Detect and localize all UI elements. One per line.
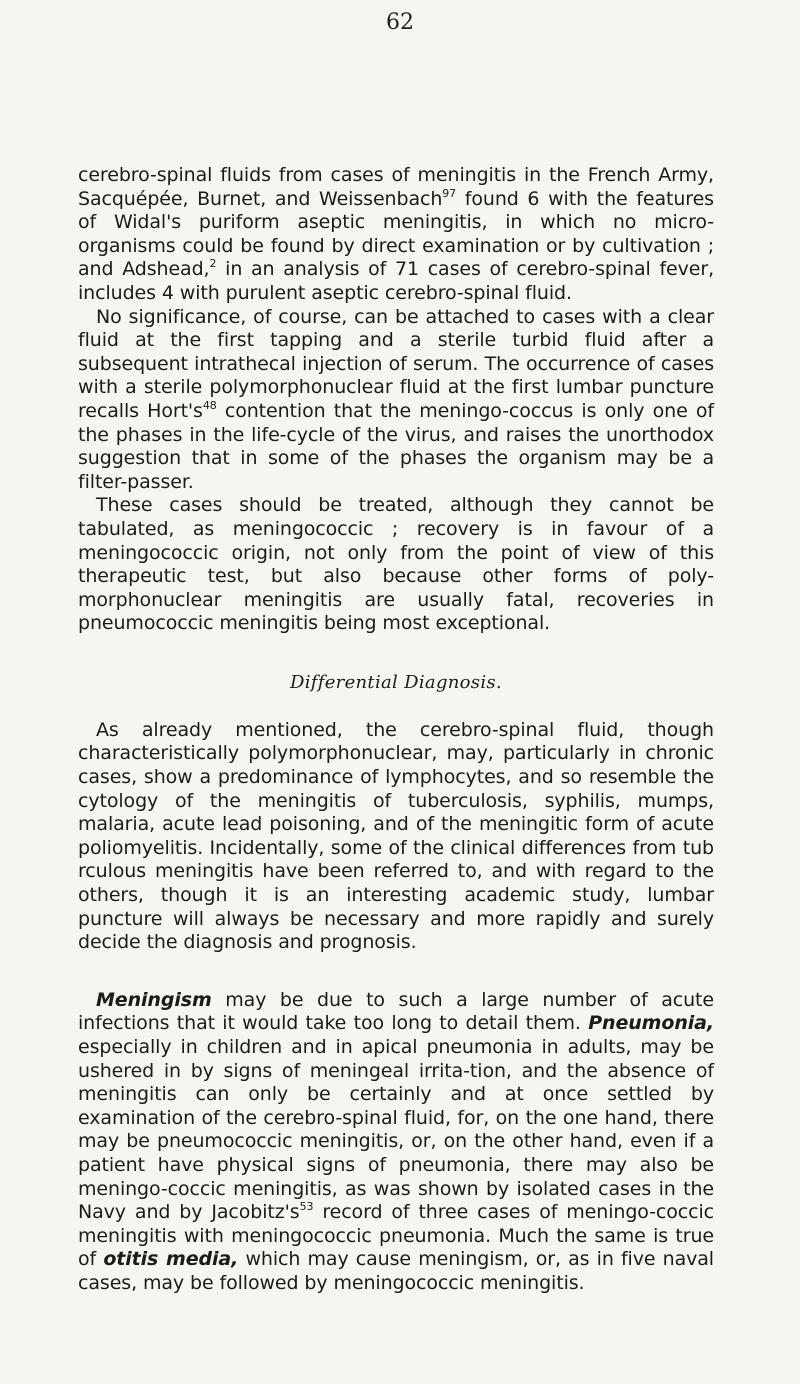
body-text [78, 166, 714, 1296]
text-run: in an analysis of 71 cases of cerebro-spinal fever, includes 4 with purulent aseptic cerebro-spinal fluid. [78, 258, 715, 304]
italic-term: Pneumonia, [588, 1012, 714, 1035]
footnote-ref: 53 [299, 1200, 314, 1214]
text-run: contention that the meningo-coccus is only one of the phases in the life-cycle of the virus, and raises the unorthodox suggestion that in some of the phases the organism may be a filter-passer. [78, 399, 714, 493]
text-run: These cases should be treated, although they cannot be tabulated, as meningococcic ; recovery is in favour of a meningococcic origin, not only from the point of view of this therapeutic test, but also because other forms of poly-morphonuclear meningitis are usually fatal, recoveries in pneumococcic meningitis being most exceptional. [78, 494, 714, 635]
text-run: may be due to such a large number of acute infections that it would take too long to detail them. [78, 988, 714, 1035]
paragraph-1 [78, 164, 714, 306]
spacer [78, 695, 714, 719]
text-run: No significance, of course, can be attached to cases with a clear fluid at the first tapping and a sterile turbid fluid after a subsequent intrathecal injection of serum. The occurrence of cases with a sterile polymorphonuclear fluid at the first lumbar puncture recalls Hort's [78, 305, 714, 422]
spacer [78, 636, 714, 671]
footnote-ref: 97 [442, 186, 457, 200]
text-run: especially in children and in apical pneumonia in adults, may be ushered in by signs of meningeal irrita-tion, and the absence of meningitis can only be certainly and at once settled by examination of the cerebro-spinal fluid, for, on the one hand, there may be pneumococcic meningitis, or, on the other hand, even if a patient have physical signs of pneumonia, there may also be meningo-coccic meningitis, as was shown by isolated cases in the Navy and by Jacobitz's [78, 1036, 714, 1224]
paragraph-4 [78, 719, 714, 955]
footnote-ref: 2 [209, 257, 217, 271]
paragraph-3 [78, 494, 714, 636]
paragraph-5 [78, 989, 714, 1296]
italic-term: otitis media, [103, 1248, 239, 1271]
text-run: record of three cases of meningo-coccic meningitis with meningococcic pneumonia. Much the same is true of [78, 1201, 714, 1271]
footnote-ref: 48 [202, 398, 217, 412]
page-number: 62 [386, 10, 414, 35]
text-run: found 6 with the features of Widal's puriform aseptic meningitis, in which no micro-organisms could be found by direct examination or by cultivation ; and Adshead, [78, 187, 714, 281]
text-run: which may cause meningism, or, as in five naval cases, may be followed by meningococcic meningitis. [78, 1248, 714, 1294]
italic-term: Meningism [96, 988, 212, 1011]
text-run: cerebro-spinal fluids from cases of meningitis in the French Army, Sacquépée, Burnet, and Weissenbach [78, 164, 714, 210]
spacer [78, 955, 714, 989]
paragraph-2 [78, 306, 714, 495]
section-heading: Differential Diagnosis. [290, 671, 502, 693]
text-run: As already mentioned, the cerebro-spinal fluid, though characteristically polymorphonuclear, may, particularly in chronic cases, show a predominance of lymphocytes, and so resemble the cytology of the meningitis of tuberculosis, syphilis, mumps, malaria, acute lead poisoning, and of the meningitic form of acute poliomyelitis. Incidentally, some of the clinical differences from tub rculous meningitis have been referred to, and with regard to the others, though it is an interesting academic study, lumbar puncture will always be necessary and more rapidly and surely decide the diagnosis and prognosis. [78, 718, 714, 954]
